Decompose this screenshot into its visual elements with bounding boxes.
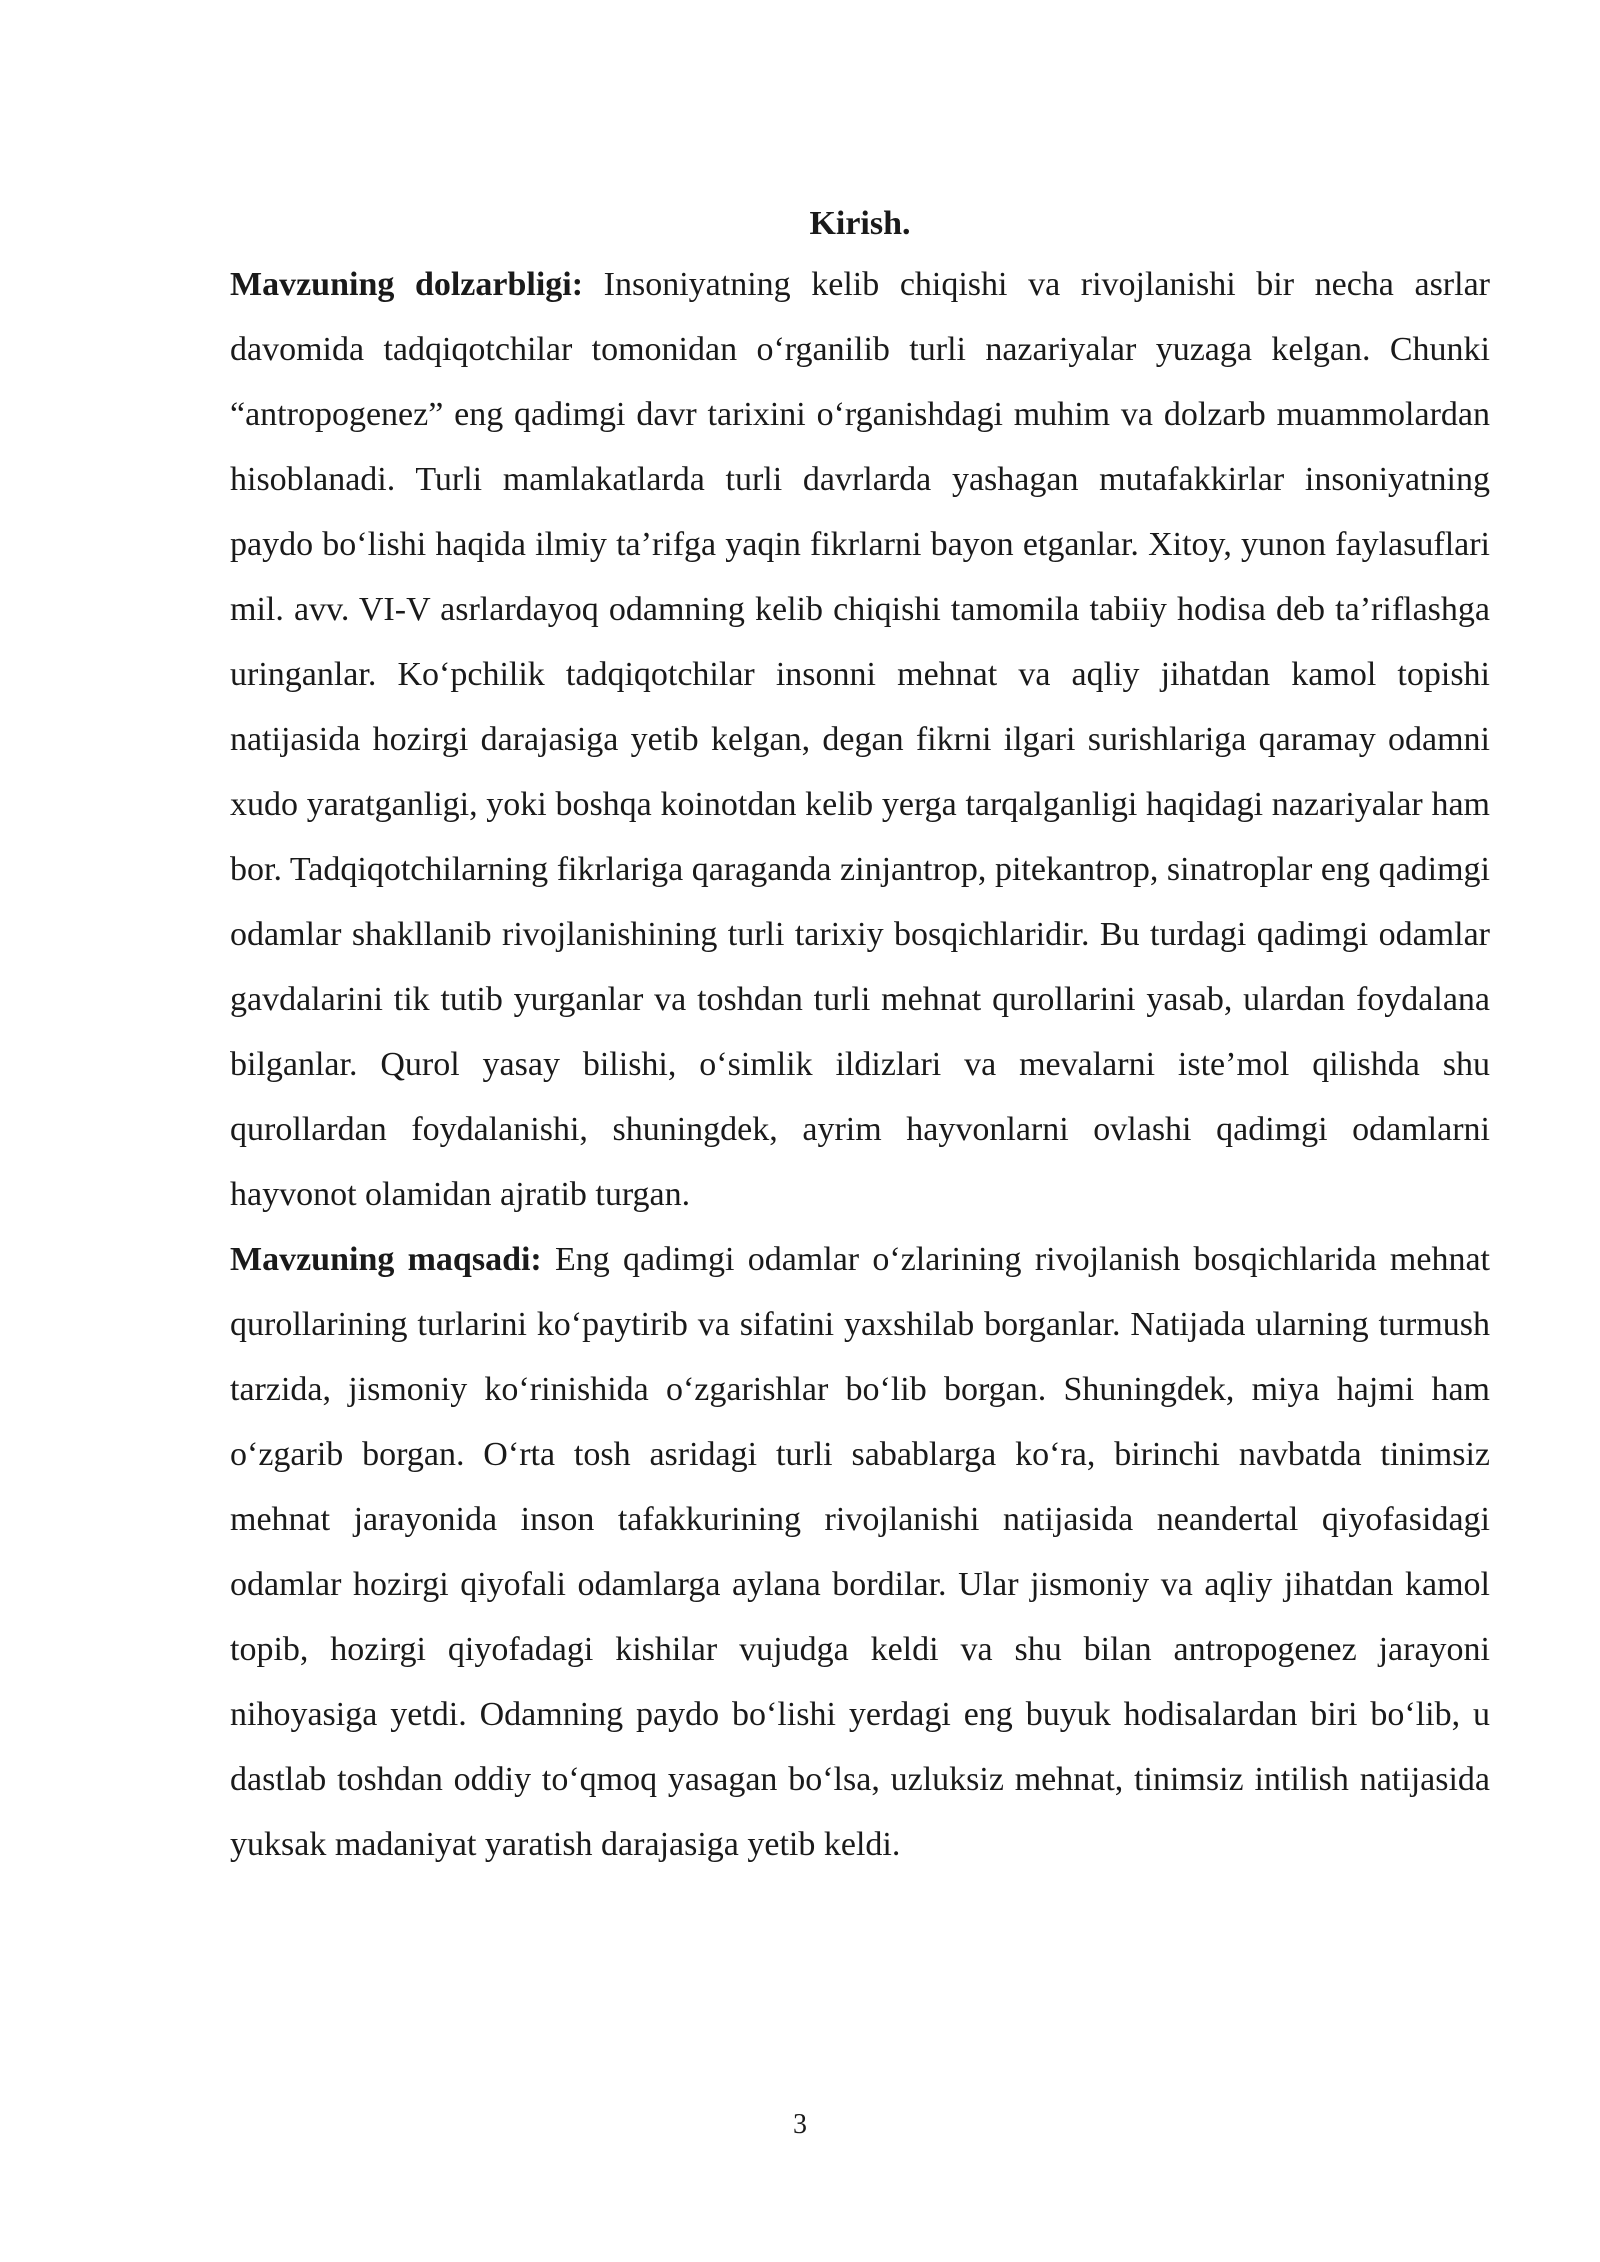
goal-text: Eng qadimgi odamlar o‘zlarining rivojlanish bosqichlarida mehnat qurollarining turlarini ko‘paytirib va sifatini yaxshilab borganlar. Natijada ularning turmush tarzida, jismoniy ko‘rinishida o‘zgarishlar bo‘lib borgan. Shuningdek, miya hajmi ham o‘zgarib borgan. O‘rta tosh asridagi turli sabablarga ko‘ra, birinchi navbatda tinimsiz mehnat jarayonida inson tafakkurining rivojlanishi natijasida neandertal qiyofasidagi odamlar hozirgi qiyofali odamlarga aylana bordilar. Ular jismoniy va aqliy jihatdan kamol topib, hozirgi qiyofadagi kishilar vujudga keldi va shu bilan antropogenez jarayoni nihoyasiga yetdi. Odamning paydo bo‘lishi yerdagi eng buyuk hodisalardan biri bo‘lib, u dastlab toshdan oddiy to‘qmoq yasagan bo‘lsa, uzluksiz mehnat, tinimsiz intilish natijasida yuksak madaniyat yaratish darajasiga yetib keldi. — [230, 1241, 1490, 1863]
document-page — [230, 200, 1490, 1877]
goal-heading: Mavzuning maqsadi: — [230, 1241, 542, 1278]
page-number: 3 — [793, 2109, 807, 2140]
page-title: Kirish. — [809, 205, 911, 242]
relevance-heading: Mavzuning dolzarbligi: — [230, 266, 584, 303]
relevance-paragraph — [230, 252, 1490, 1227]
relevance-text: Insoniyatning kelib chiqishi va rivojlanishi bir necha asrlar davomida tadqiqotchilar tomonidan o‘rganilib turli nazariyalar yuzaga kelgan. Chunki “antropogenez” eng qadimgi davr tarixini o‘rganishdagi muhim va dolzarb muammolardan hisoblanadi. Turli mamlakatlarda turli davrlarda yashagan mutafakkirlar insoniyatning paydo bo‘lishi haqida ilmiy ta’rifga yaqin fikrlarni bayon etganlar. Xitoy, yunon faylasuflari mil. avv. VI-V asrlardayoq odamning kelib chiqishi tamomila tabiiy hodisa deb ta’riflashga uringanlar. Ko‘pchilik tadqiqotchilar insonni mehnat va aqliy jihatdan kamol topishi natijasida hozirgi darajasiga yetib kelgan, degan fikrni ilgari surishlariga qaramay odamni xudo yaratganligi, yoki boshqa koinotdan kelib yerga tarqalganligi haqidagi nazariyalar ham bor. Tadqiqotchilarning fikrlariga qaraganda zinjantrop, pitekantrop, sinatroplar eng qadimgi odamlar shakllanib rivojlanishining turli tarixiy bosqichlaridir. Bu turdagi qadimgi odamlar gavdalarini tik tutib yurganlar va toshdan turli mehnat qurollarini yasab, ulardan foydalana bilganlar. Qurol yasay bilishi, o‘simlik ildizlari va mevalarni iste’mol qilishda shu qurollardan foydalanishi, shuningdek, ayrim hayvonlarni ovlashi qadimgi odamlarni hayvonot olamidan ajratib turgan. — [230, 266, 1490, 1213]
goal-paragraph — [230, 1227, 1490, 1877]
